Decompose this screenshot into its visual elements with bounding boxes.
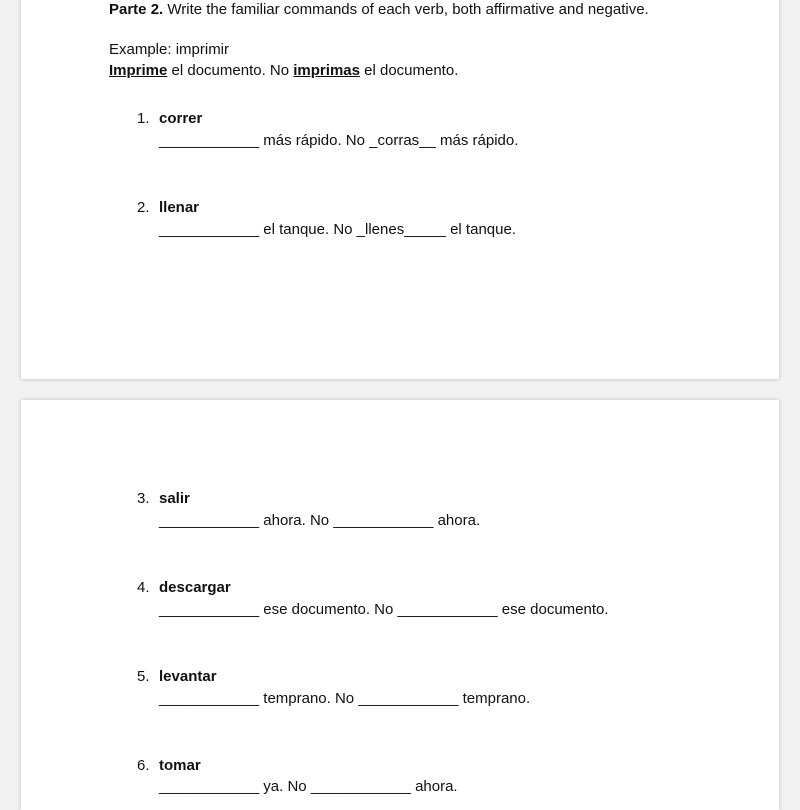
item-number: 3. [137, 490, 150, 507]
item-verb: levantar [159, 668, 217, 685]
item-verb: salir [159, 490, 190, 507]
item-number: 1. [137, 110, 150, 127]
instructions-heading [109, 1, 649, 19]
item-verb: tomar [159, 757, 201, 774]
example-middle-text: el documento. No [167, 62, 294, 79]
part-label: Parte 2. [109, 1, 164, 18]
item-sentence: ____________ ese documento. No ____________ ese documento. [159, 601, 609, 618]
item-number: 6. [137, 757, 150, 774]
item-sentence: ____________ el tanque. No _llenes_____ el tanque. [159, 221, 516, 238]
instructions-text: Write the familiar commands of each verb, both affirmative and negative. [163, 1, 649, 18]
item-verb: descargar [159, 579, 231, 596]
item-sentence: ____________ ahora. No ____________ ahora. [159, 512, 481, 529]
example-affirmative-word: Imprime [109, 62, 168, 79]
item-sentence: ____________ más rápido. No _corras__ más rápido. [159, 132, 519, 149]
item-number: 5. [137, 668, 150, 685]
example-label: Example: imprimir [109, 41, 230, 58]
example-negative-word: imprimas [293, 62, 360, 79]
example-end-text: el documento. [359, 62, 459, 79]
item-number: 4. [137, 579, 150, 596]
item-verb: llenar [159, 199, 200, 216]
example-sentence [109, 62, 458, 80]
item-sentence: ____________ ya. No ____________ ahora. [159, 778, 458, 795]
item-number: 2. [137, 199, 150, 216]
item-verb: correr [159, 110, 203, 127]
item-sentence: ____________ temprano. No ____________ temprano. [159, 690, 531, 707]
